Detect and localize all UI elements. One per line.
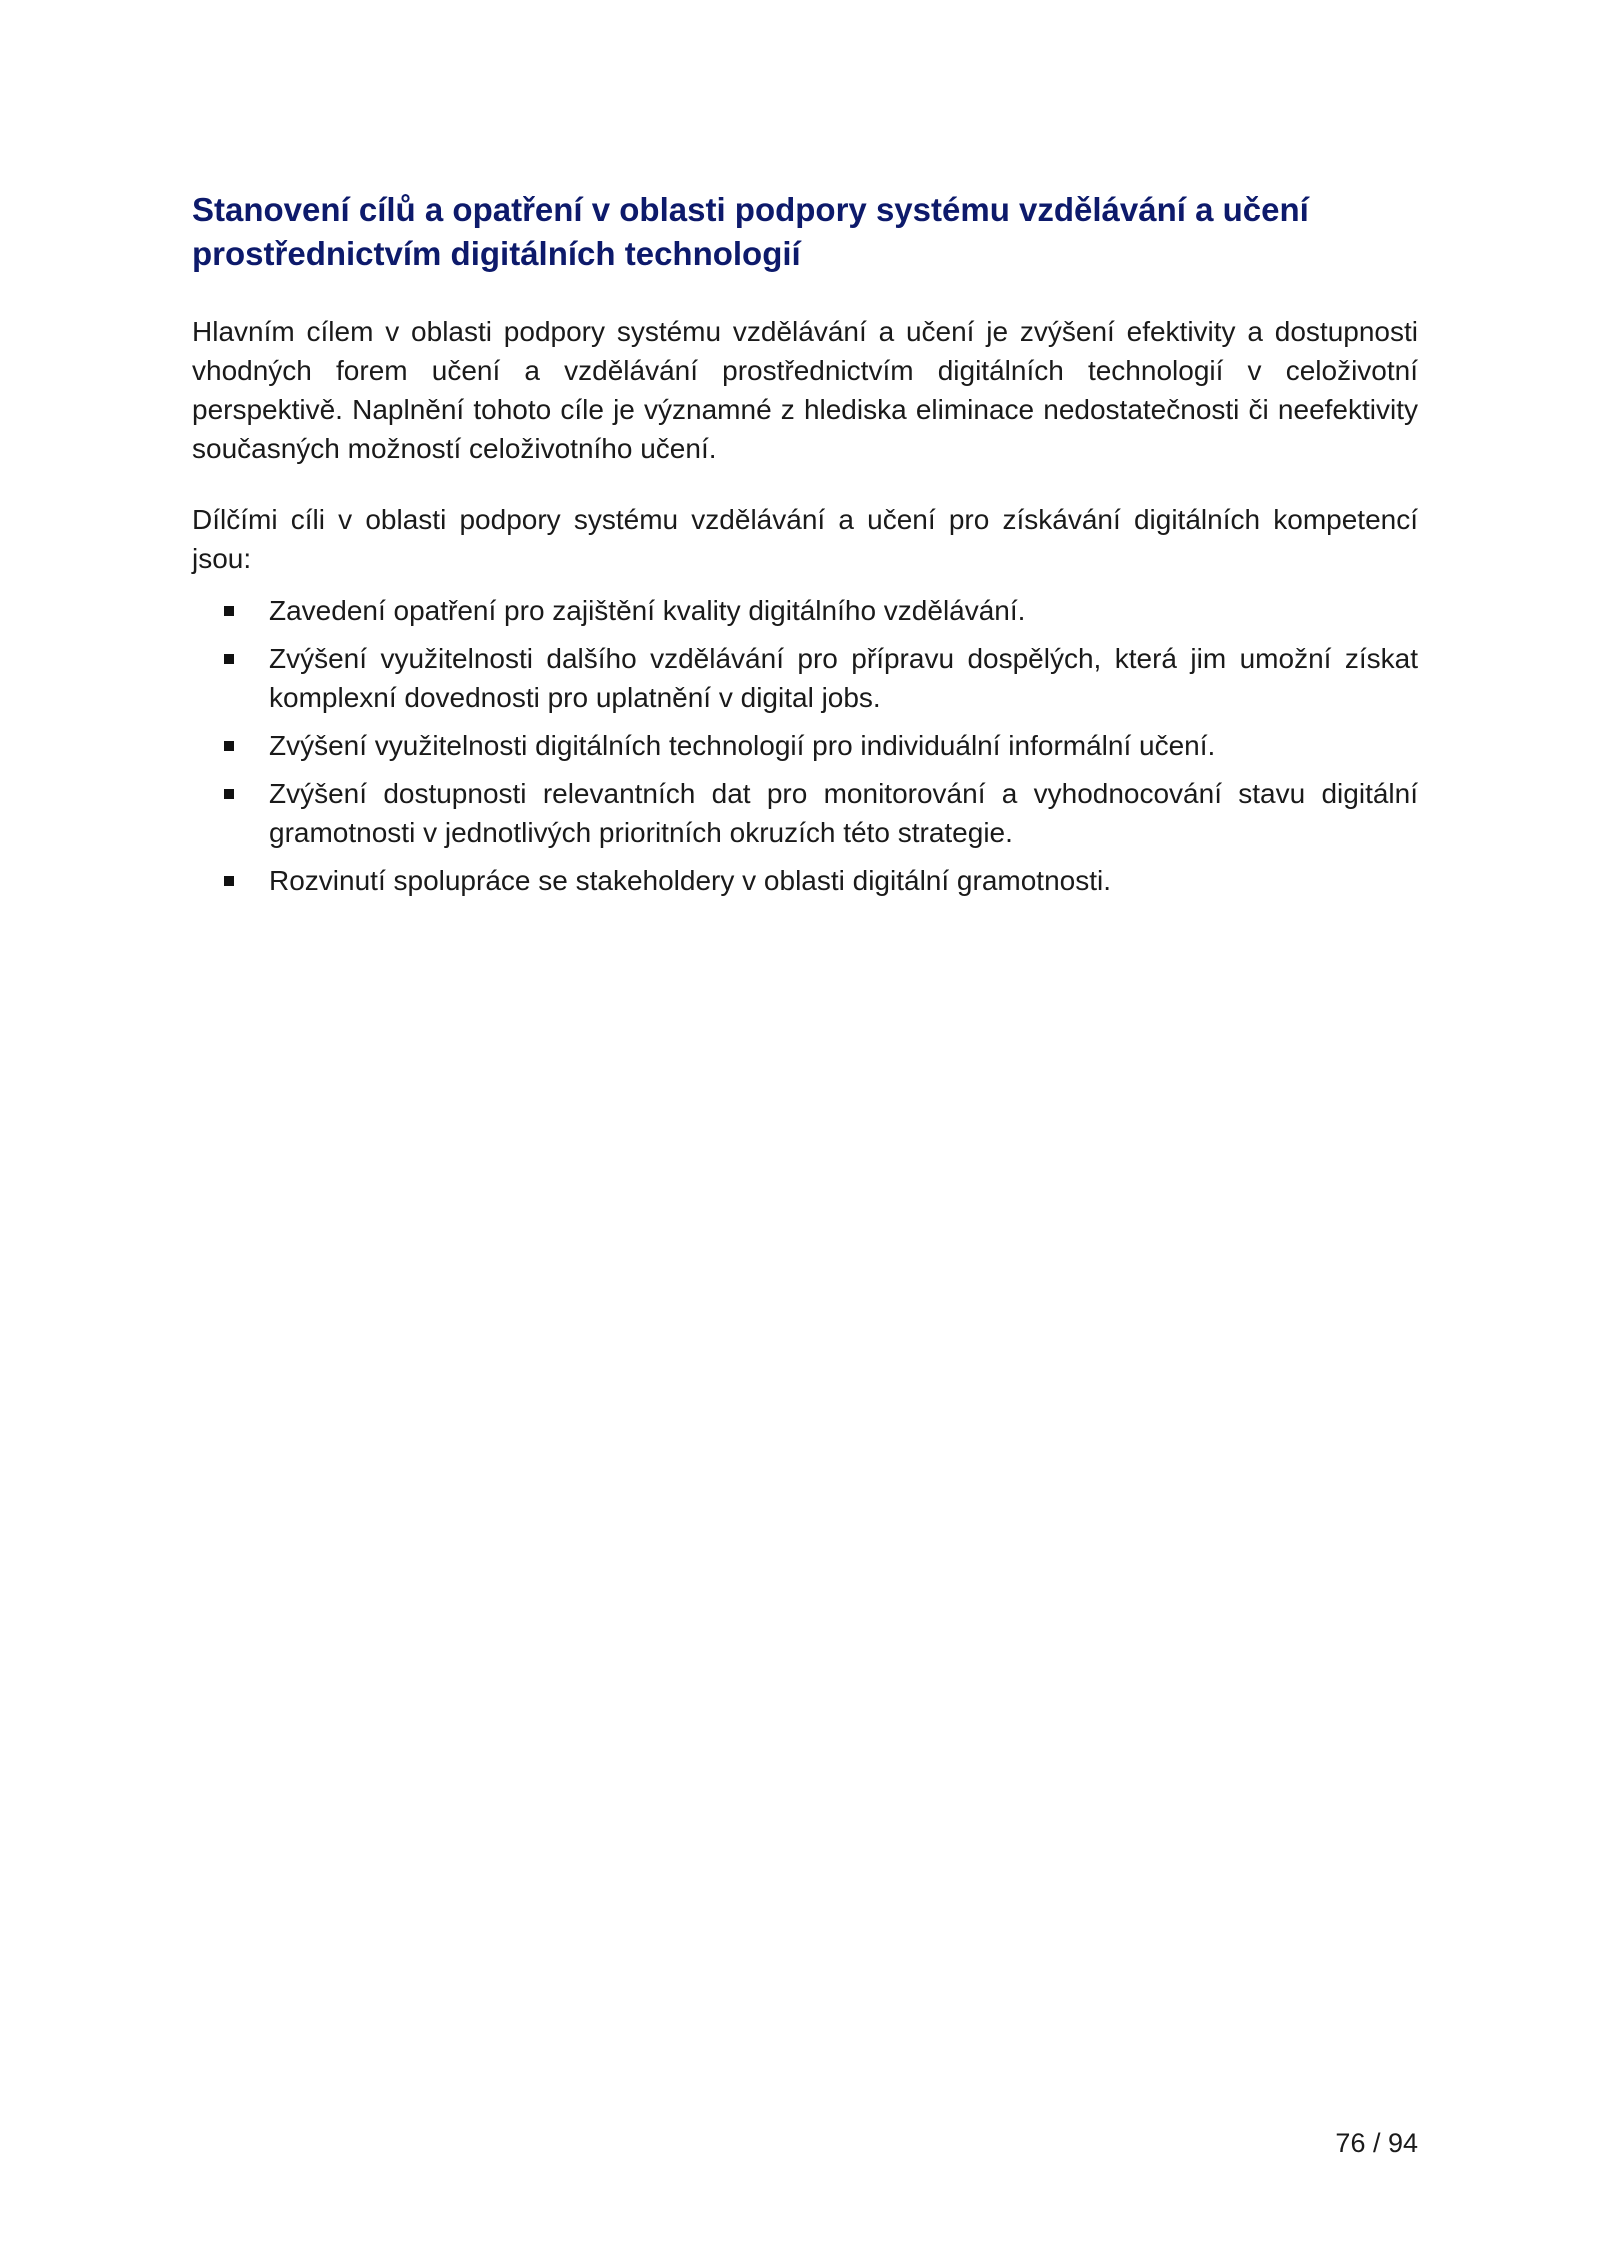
square-bullet-icon: [224, 741, 234, 751]
list-item-text: Zavedení opatření pro zajištění kvality digitálního vzdělávání.: [269, 595, 1026, 626]
list-item: [192, 861, 1418, 900]
list-item: [192, 639, 1418, 717]
list-item: [192, 774, 1418, 852]
list-item-text: Zvýšení využitelnosti dalšího vzdělávání pro přípravu dospělých, která jim umožní získat komplexní dovednosti pro uplatnění v digital jobs.: [269, 643, 1418, 713]
square-bullet-icon: [224, 606, 234, 616]
square-bullet-icon: [224, 654, 234, 664]
sub-goals-paragraph: Dílčími cíli v oblasti podpory systému vzdělávání a učení pro získávání digitálních kompetencí jsou:: [192, 504, 1418, 574]
list-item: [192, 726, 1418, 765]
section-heading: Stanovení cílů a opatření v oblasti podpory systému vzdělávání a učení prostřednictvím digitálních technologií: [192, 191, 1309, 272]
page-content: [192, 188, 1418, 909]
sub-goals-list: [192, 591, 1418, 900]
list-item-text: Zvýšení dostupnosti relevantních dat pro monitorování a vyhodnocování stavu digitální gramotnosti v jednotlivých prioritních okruzích této strategie.: [269, 778, 1418, 848]
page-number: 76 / 94: [1335, 2128, 1418, 2158]
list-item-text: Rozvinutí spolupráce se stakeholdery v oblasti digitální gramotnosti.: [269, 865, 1111, 896]
intro-paragraph: Hlavním cílem v oblasti podpory systému vzdělávání a učení je zvýšení efektivity a dostupnosti vhodných forem učení a vzdělávání prostřednictvím digitálních technologií v celoživotní perspektivě. Naplnění tohoto cíle je významné z hlediska eliminace nedostatečnosti či neefektivity současných možností celoživotního učení.: [192, 316, 1418, 464]
square-bullet-icon: [224, 876, 234, 886]
list-item-text: Zvýšení využitelnosti digitálních technologií pro individuální informální učení.: [269, 730, 1216, 761]
square-bullet-icon: [224, 789, 234, 799]
list-item: [192, 591, 1418, 630]
